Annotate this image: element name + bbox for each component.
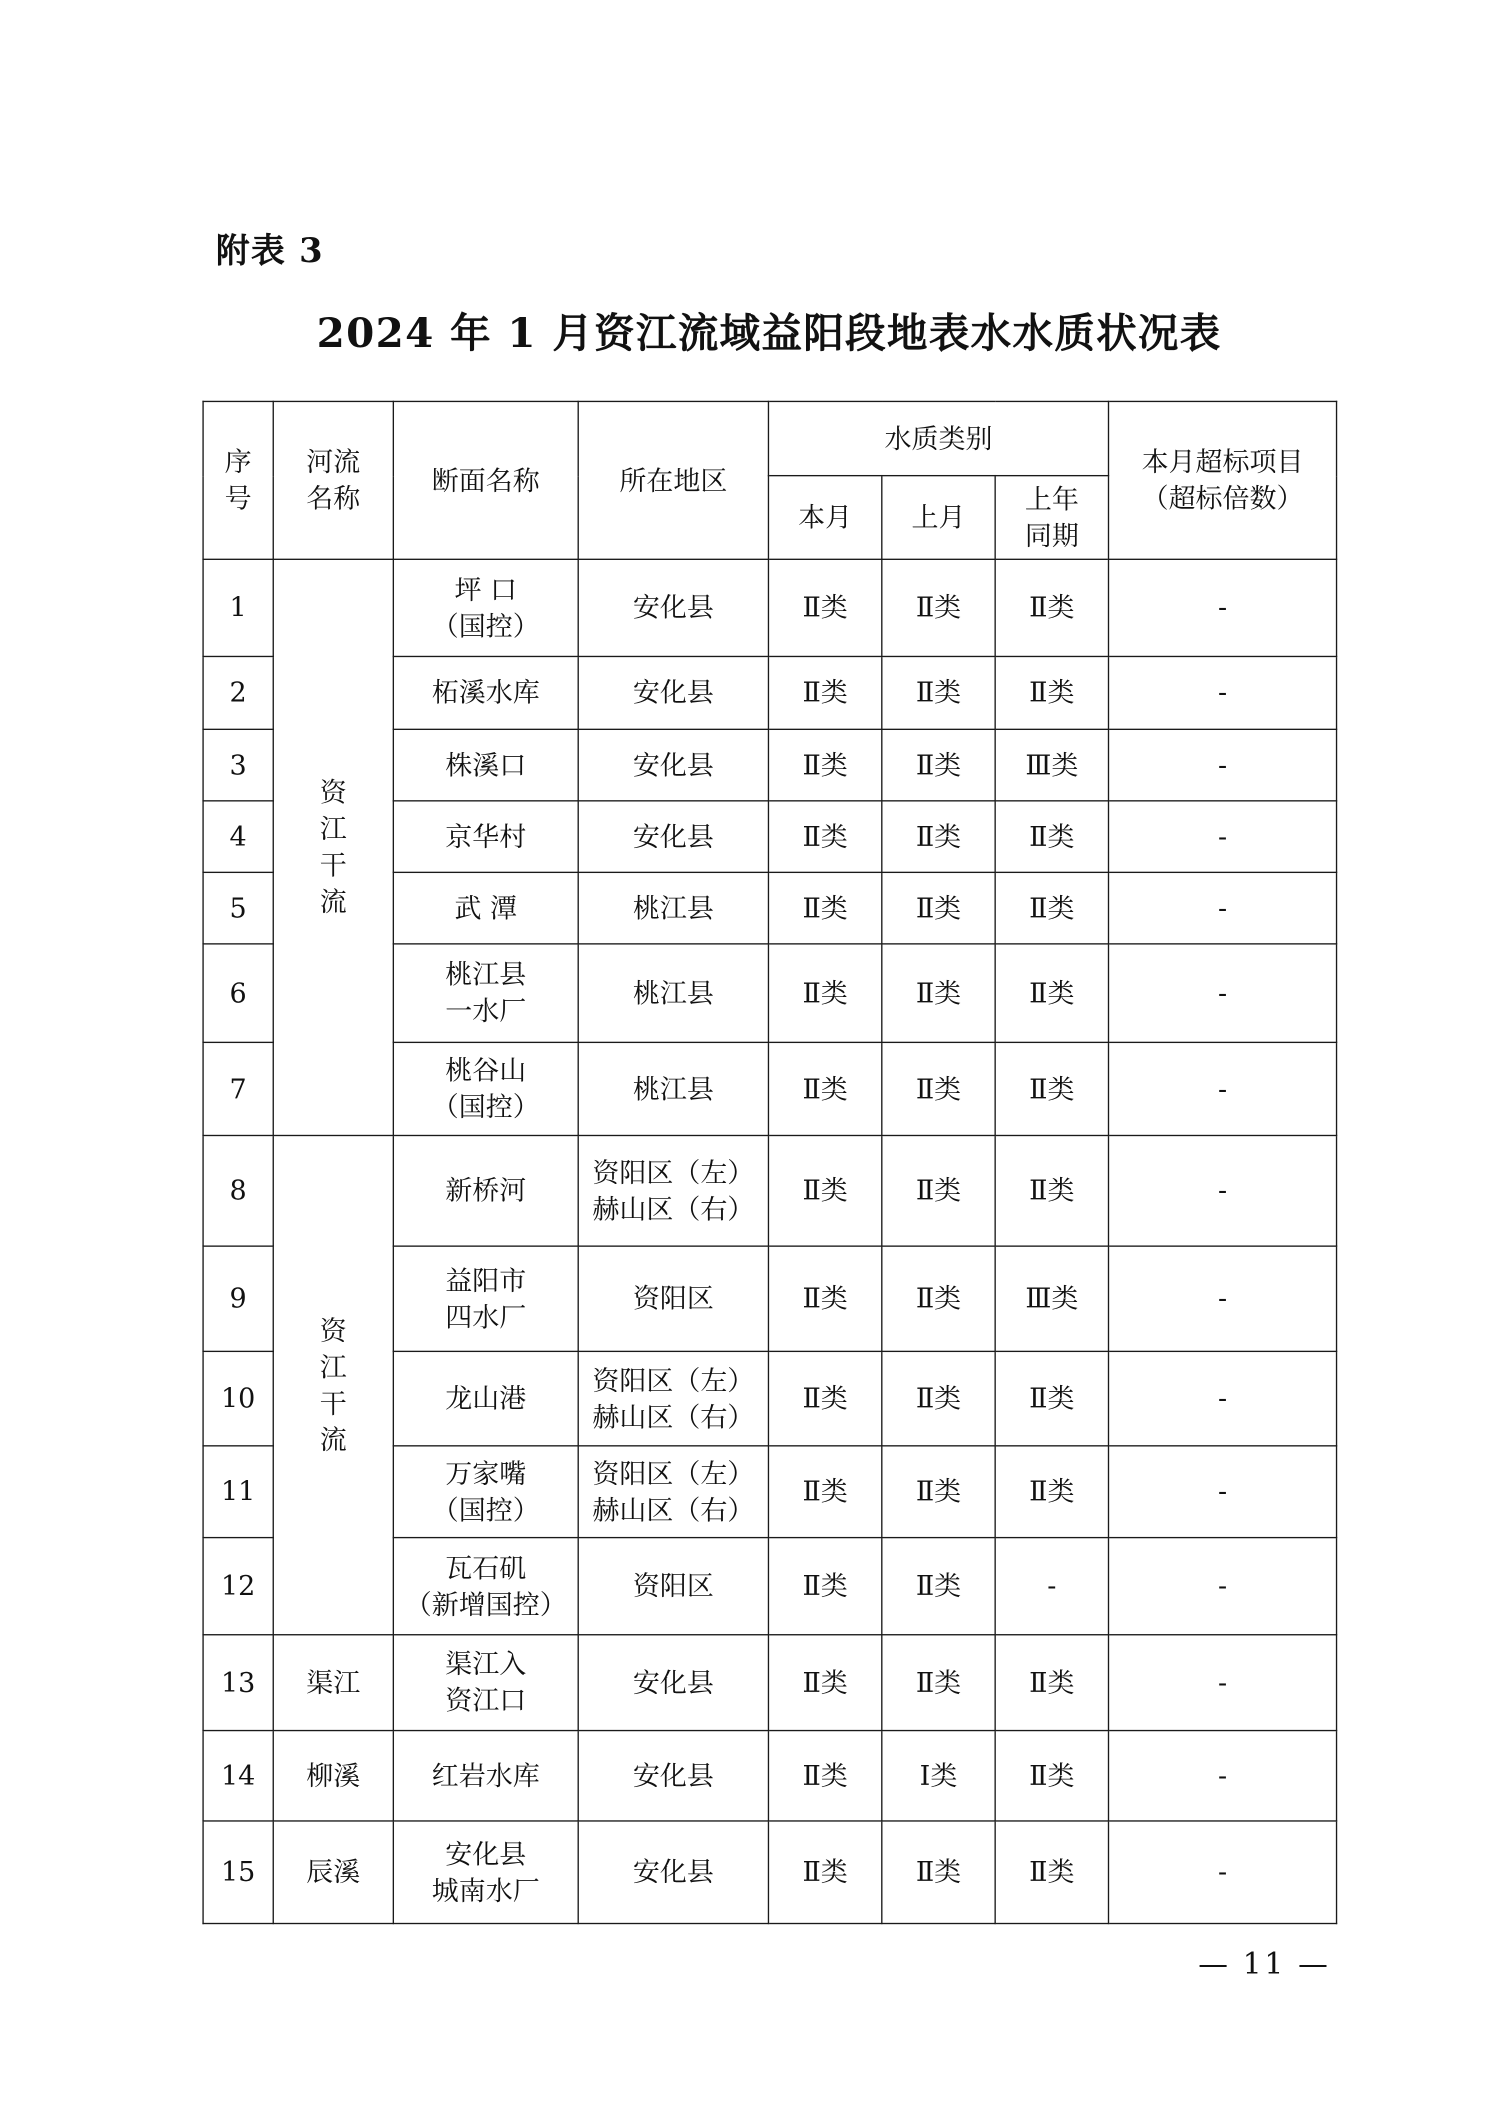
location-line: 安化县 [632,676,714,709]
quality-last-month: Ⅰ类 [882,1731,995,1821]
section-name-line: 资江口 [445,1684,527,1717]
quality-last-month: Ⅱ类 [882,656,995,729]
section-name [393,1731,578,1821]
location [578,729,768,801]
location-line: 桃江县 [632,976,714,1009]
quality-same-period: Ⅱ类 [995,559,1108,656]
location-line: 资阳区 [632,1569,714,1602]
quality-this-month: Ⅱ类 [768,1042,881,1135]
section-name [393,1351,578,1445]
section-name [393,1538,578,1635]
quality-this-month: Ⅱ类 [768,944,881,1043]
row-number: 1 [203,559,273,656]
location-line: 赫山区（右） [592,1192,755,1225]
row-number: 15 [203,1821,273,1924]
quality-last-month: Ⅱ类 [882,1246,995,1351]
quality-same-period: Ⅱ类 [995,944,1108,1043]
row-number: 2 [203,656,273,729]
section-name-line: 桃江县 [445,958,527,991]
quality-this-month: Ⅱ类 [768,1731,881,1821]
header-river: 河流 名称 [273,401,393,559]
header-last-month: 上月 [882,476,995,560]
quality-this-month: Ⅱ类 [768,1246,881,1351]
exceed-items: - [1109,729,1337,801]
quality-last-month: Ⅱ类 [882,559,995,656]
quality-this-month: Ⅱ类 [768,1821,881,1924]
header-seq: 序 号 [203,401,273,559]
quality-this-month: Ⅱ类 [768,801,881,873]
quality-this-month: Ⅱ类 [768,729,881,801]
river-name: 辰溪 [273,1821,393,1924]
section-name-line: 京华村 [445,819,527,853]
row-number: 5 [203,872,273,944]
quality-last-month: Ⅱ类 [882,944,995,1043]
exceed-items: - [1109,656,1337,729]
section-name [393,1821,578,1924]
section-name-line: 渠江入 [445,1647,527,1680]
location [578,1635,768,1731]
row-number: 9 [203,1246,273,1351]
exceed-items: - [1109,944,1337,1043]
river-name: 渠江 [273,1635,393,1731]
quality-last-month: Ⅱ类 [882,1042,995,1135]
river-name: 柳溪 [273,1731,393,1821]
river-name-char: 流 [319,1422,347,1456]
quality-same-period: Ⅱ类 [995,1135,1108,1246]
section-name [393,872,578,944]
header-location: 所在地区 [578,401,768,559]
location [578,1446,768,1538]
header-exceed: 本月超标项目 （超标倍数） [1109,401,1337,559]
header-section: 断面名称 [393,401,578,559]
section-name [393,1135,578,1246]
table-row [203,1635,1336,1731]
location-line: 安化县 [632,1758,714,1792]
location-line: 资阳区 [632,1281,714,1315]
page-number: — 11 — [1198,1948,1331,1983]
section-name [393,1635,578,1731]
section-name [393,729,578,801]
exceed-items: - [1109,1731,1337,1821]
quality-last-month: Ⅱ类 [882,1351,995,1445]
row-number: 14 [203,1731,273,1821]
table-body [203,559,1336,1923]
quality-same-period: Ⅱ类 [995,1731,1108,1821]
section-name [393,944,578,1043]
quality-last-month: Ⅱ类 [882,1538,995,1635]
row-number: 8 [203,1135,273,1246]
table-row [203,1821,1336,1924]
quality-last-month: Ⅱ类 [882,1446,995,1538]
section-name-line: 四水厂 [445,1300,527,1333]
section-name-line: 桃谷山 [445,1053,527,1087]
quality-this-month: Ⅱ类 [768,1351,881,1445]
location [578,1042,768,1135]
exceed-items: - [1109,1821,1337,1924]
section-name-line: （国控） [431,1090,540,1123]
exceed-items: - [1109,1246,1337,1351]
section-name [393,656,578,729]
section-name [393,1042,578,1135]
section-name [393,559,578,656]
section-name-line: 红岩水库 [431,1758,540,1792]
quality-last-month: Ⅱ类 [882,729,995,801]
section-name [393,801,578,873]
section-name [393,1246,578,1351]
section-name-line: （国控） [431,1493,540,1526]
location-line: 资阳区（左） [592,1456,755,1490]
section-name-line: 万家嘴 [445,1456,527,1490]
quality-same-period: Ⅲ类 [995,729,1108,801]
quality-last-month: Ⅱ类 [882,1135,995,1246]
header-quality: 水质类别 [768,401,1108,475]
quality-same-period: Ⅱ类 [995,1446,1108,1538]
row-number: 12 [203,1538,273,1635]
location-line: 资阳区（左） [592,1363,755,1396]
exceed-items: - [1109,1446,1337,1538]
quality-this-month: Ⅱ类 [768,1135,881,1246]
section-name-line: 柘溪水库 [431,676,540,709]
location [578,1821,768,1924]
river-name-char: 资 [319,1313,347,1346]
location-line: 赫山区（右） [592,1493,755,1526]
quality-this-month: Ⅱ类 [768,1446,881,1538]
location-line: 桃江县 [632,891,714,924]
river-name-char: 干 [319,1386,347,1419]
quality-same-period: Ⅱ类 [995,1821,1108,1924]
exceed-items: - [1109,872,1337,944]
exceed-items: - [1109,1351,1337,1445]
river-name-char: 江 [319,812,347,845]
location-line: 安化县 [632,591,714,624]
row-number: 4 [203,801,273,873]
section-name-line: 城南水厂 [431,1873,540,1906]
location-line: 安化县 [632,1855,714,1888]
river-name [273,1135,393,1634]
location [578,944,768,1043]
quality-same-period: Ⅱ类 [995,1351,1108,1445]
section-name-line: 株溪口 [445,748,527,781]
quality-last-month: Ⅱ类 [882,1821,995,1924]
exceed-items: - [1109,801,1337,873]
section-name-line: （国控） [431,609,540,642]
document-title: 2024 年 1 月资江流域益阳段地表水水质状况表 [316,310,1222,358]
exceed-items: - [1109,1635,1337,1731]
row-number: 6 [203,944,273,1043]
river-name-char: 资 [319,775,347,809]
quality-this-month: Ⅱ类 [768,872,881,944]
section-name-line: 武 潭 [454,891,518,924]
quality-same-period: Ⅱ类 [995,872,1108,944]
table-row [203,1135,1336,1246]
location [578,1351,768,1445]
quality-same-period: Ⅱ类 [995,1042,1108,1135]
quality-last-month: Ⅱ类 [882,872,995,944]
exceed-items: - [1109,559,1337,656]
quality-this-month: Ⅱ类 [768,559,881,656]
section-name-line: 新桥河 [445,1173,527,1207]
row-number: 10 [203,1351,273,1445]
water-quality-table [202,401,1337,1924]
exceed-items: - [1109,1538,1337,1635]
header-same-period: 上年 同期 [995,476,1108,560]
quality-last-month: Ⅱ类 [882,1635,995,1731]
section-name-line: 益阳市 [445,1263,527,1297]
location-line: 安化县 [632,1665,714,1699]
quality-this-month: Ⅱ类 [768,1538,881,1635]
quality-same-period: Ⅱ类 [995,801,1108,873]
quality-same-period: Ⅱ类 [995,1635,1108,1731]
river-name-char: 干 [319,848,347,882]
exceed-items: - [1109,1042,1337,1135]
location [578,1135,768,1246]
section-name-line: （新增国控） [404,1587,567,1620]
row-number: 7 [203,1042,273,1135]
section-name-line: 瓦石矶 [445,1551,527,1584]
section-name-line: 安化县 [445,1837,527,1870]
quality-this-month: Ⅱ类 [768,656,881,729]
location-line: 赫山区（右） [592,1399,755,1433]
quality-same-period: Ⅱ类 [995,656,1108,729]
row-number: 11 [203,1446,273,1538]
location [578,656,768,729]
section-name-line: 一水厂 [445,994,527,1027]
location [578,1731,768,1821]
location [578,801,768,873]
quality-last-month: Ⅱ类 [882,801,995,873]
location [578,559,768,656]
river-name-char: 江 [319,1350,347,1383]
header-this-month: 本月 [768,476,881,560]
location-line: 资阳区（左） [592,1155,755,1189]
location [578,1246,768,1351]
appendix-label: 附表 3 [215,230,324,270]
location [578,872,768,944]
location-line: 安化县 [632,819,714,853]
row-number: 13 [203,1635,273,1731]
table-row [203,559,1336,656]
location-line: 安化县 [632,748,714,781]
table-row [203,1731,1336,1821]
quality-same-period: - [995,1538,1108,1635]
location-line: 桃江县 [632,1072,714,1105]
section-name-line: 坪 口 [454,572,518,606]
quality-same-period: Ⅲ类 [995,1246,1108,1351]
exceed-items: - [1109,1135,1337,1246]
quality-this-month: Ⅱ类 [768,1635,881,1731]
river-name [273,559,393,1135]
river-name-char: 流 [319,885,347,918]
row-number: 3 [203,729,273,801]
section-name [393,1446,578,1538]
section-name-line: 龙山港 [445,1381,527,1415]
location [578,1538,768,1635]
